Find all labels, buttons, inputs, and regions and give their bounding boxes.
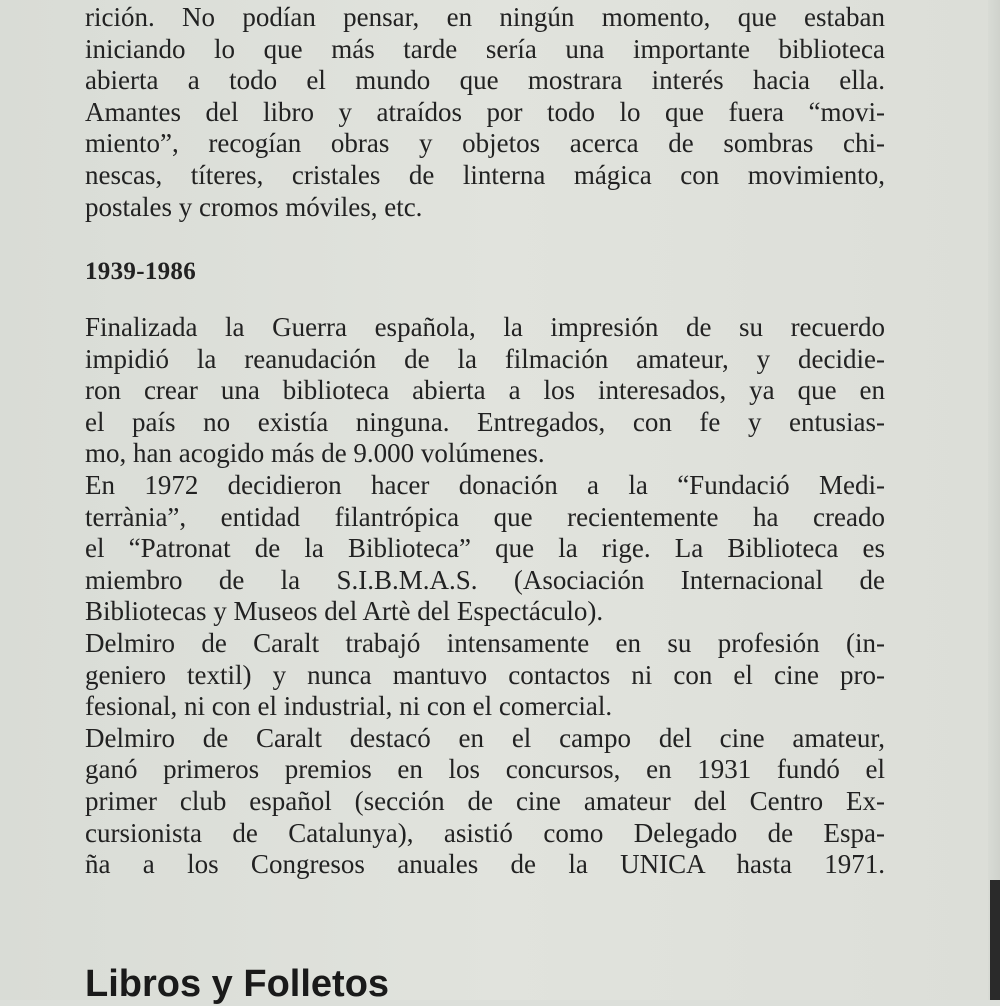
page-edge	[988, 0, 1000, 1000]
text-line: rición. No podían pensar, en ningún momento, que estaban	[85, 2, 885, 32]
paragraph-library-history	[85, 312, 885, 881]
text-line: el “Patronat de la Biblioteca” que la rige. La Biblioteca es	[85, 533, 885, 564]
text-line: Delmiro de Caralt trabajó intensamente en su profesión (in-	[85, 627, 885, 658]
text-line: terrània”, entidad filantrópica que recientemente ha creado	[85, 501, 885, 532]
text-line: miento”, recogían obras y objetos acerca de sombras chi-	[85, 128, 885, 159]
text-line: ganó primeros premios en los concursos, en 1931 fundó el	[85, 754, 885, 785]
text-line: ron crear una biblioteca abierta a los interesados, ya que en	[85, 375, 885, 406]
text-line: fesional, ni con el industrial, ni con el comercial.	[85, 691, 613, 722]
text-line: nescas, títeres, cristales de linterna mágica con movimiento,	[85, 159, 885, 190]
text-line: miembro de la S.I.B.M.A.S. (Asociación Internacional de	[85, 564, 885, 595]
text-line: mo, han acogido más de 9.000 volúmenes.	[85, 438, 545, 469]
text-line: Finalizada la Guerra española, la impresión de su recuerdo	[85, 312, 885, 342]
text-line: abierta a todo el mundo que mostrara interés hacia ella.	[85, 65, 885, 96]
text-line: Delmiro de Caralt destacó en el campo del cine amateur,	[85, 722, 885, 753]
text-line: cursionista de Catalunya), asistió como Delegado de Espa-	[85, 817, 885, 848]
text-line: Bibliotecas y Museos del Artè del Espectáculo).	[85, 596, 604, 627]
text-line: En 1972 decidieron hacer donación a la “Fundació Medi-	[85, 469, 885, 500]
section-heading-books: Libros y Folletos	[85, 963, 390, 1005]
text-line: impidió la reanudación de la filmación amateur, y decidie-	[85, 343, 885, 374]
text-line: primer club español (sección de cine amateur del Centro Ex-	[85, 785, 885, 816]
paragraph-history-intro	[85, 2, 885, 223]
page-edge-shadow	[990, 880, 1000, 1000]
section-year-heading: 1939-1986	[85, 258, 197, 285]
text-line: geniero textil) y nunca mantuvo contactos ni con el cine pro-	[85, 659, 885, 690]
text-line: Amantes del libro y atraídos por todo lo que fuera “movi-	[85, 96, 885, 127]
text-line: el país no existía ninguna. Entregados, con fe y entusias-	[85, 406, 885, 437]
text-line: postales y cromos móviles, etc.	[85, 191, 423, 222]
text-line: iniciando lo que más tarde sería una importante biblioteca	[85, 33, 885, 64]
text-line: ña a los Congresos anuales de la UNICA hasta 1971.	[85, 849, 885, 880]
